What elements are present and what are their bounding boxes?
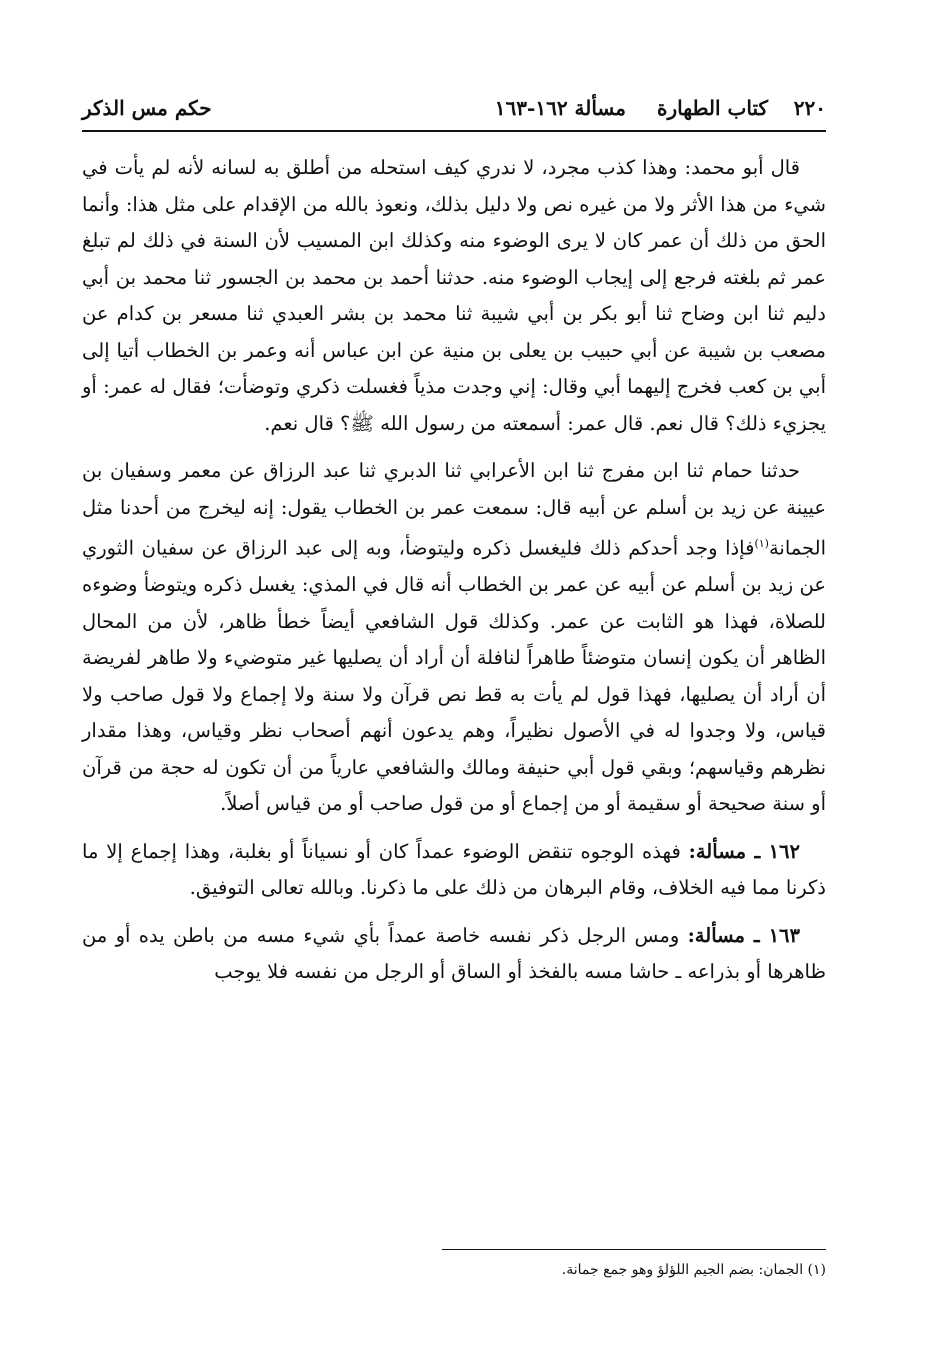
issue-label: ١٦٣ ـ مسألة: xyxy=(687,923,800,947)
paragraph-text: فإذا وجد أحدكم ذلك فليغسل ذكره وليتوضأ، وبه إلى عبد الرزاق عن سفيان الثوري عن زيد بن أسلم عن أبيه عن عمر بن الخطاب أنه قال في المذي: يغسل ذكره ويتوضأ وضوءه للصلاة، فهذا هو الثابت عن عمر. وكذلك قول الشافعي أيضاً خطأ ظاهر، لأن من المحال الظاهر أن يكون إنسان متوضئاً طاهراً لنافلة أن أراد أن يصليها غير متوضيء ولا طاهر لفريضة أن أراد أن يصليها، فهذا قول لم يأت به قط نص قرآن ولا سنة ولا إجماع ولا قول صاحب ولا قياس، ولا وجدوا له في الأصول نظيراً، وهم يدعون أنهم أصحاب نظر وقياس، وهذا مقدار نظرهم وقياسهم؛ وبقي قول أبي حنيفة ومالك والشافعي عارياً من أن تكون له حجة من قرآن أو سنة صحيحة أو سقيمة أو من إجماع أو من قول صاحب أو من قياس أصلاً. xyxy=(82,536,826,815)
footnote: (١) الجمان: بضم الجيم اللؤلؤ وهو جمع جمانة. xyxy=(561,1262,826,1278)
paragraph-abu-muhammad: قال أبو محمد: وهذا كذب مجرد، لا ندري كيف استحله من أطلق به لسانه لأنه لم يأت في شيء من هذا الأثر ولا من غيره نص ولا دليل بذلك، ونعوذ بالله من الإقدام على مثل هذا: وأنما الحق من ذلك أن عمر كان لا يرى الوضوء منه وكذلك ابن المسيب لأن السنة في ذلك لم تبلغ عمر ثم بلغته فرجع إلى إيجاب الوضوء منه. حدثنا أحمد بن محمد بن الجسور ثنا محمد بن أبي دليم ثنا ابن وضاح ثنا أبو بكر بن أبي شيبة ثنا محمد بن بشر العبدي ثنا مسعر بن كدام عن مصعب بن شيبة عن أبي حبيب بن يعلى بن منية عن ابن عباس أنه وعمر بن الخطاب أتيا إلى أبي بن كعب فخرج إليهما أبي وقال: إني وجدت مذياً فغسلت ذكري وتوضأت؛ فقال له عمر: أو يجزيء ذلك؟ قال نعم. قال عمر: أسمعته من رسول الله ﷺ؟ قال نعم. xyxy=(82,156,826,435)
paragraph-text: حدثنا حمام ثنا ابن مفرج ثنا ابن الأعرابي ثنا الدبري ثنا عبد الرزاق عن معمر وسفيان بن عيينة عن زيد بن أسلم عن أبيه قال: سمعت عمر بن الخطاب يقول: إنه ليخرج من أحدنا مثل الجمانة xyxy=(82,459,826,560)
footnote-divider xyxy=(442,1249,826,1250)
issue-label: ١٦٢ ـ مسألة: xyxy=(688,839,800,863)
issue-163 xyxy=(82,918,826,991)
issue-text: فهذه الوجوه تنقض الوضوء عمداً كان أو نسياناً أو بغلبة، وهذا إجماع إلا ما ذكرنا مما فيه الخلاف، وقام البرهان من ذلك على ما ذكرنا. وبالله تعالى التوفيق. xyxy=(82,839,826,899)
main-text xyxy=(82,150,826,991)
page-number: ٢٢٠ xyxy=(793,96,826,120)
book-title: كتاب الطهارة xyxy=(657,96,768,120)
running-header xyxy=(82,90,826,132)
paragraph-hammam xyxy=(82,453,826,823)
chapter-topic: حكم مس الذكر xyxy=(82,96,212,120)
footnote-reference[interactable]: (١) xyxy=(754,537,769,550)
issue-range: مسألة ١٦٢-١٦٣ xyxy=(494,96,626,120)
issue-162 xyxy=(82,834,826,907)
issue-text: ومس الرجل ذكر نفسه خاصة عمداً بأي شيء مسه من باطن يده أو من ظاهرها أو بذراعه ـ حاشا مسه بالفخذ أو الساق أو الرجل من نفسه فلا يوجب xyxy=(82,923,826,983)
